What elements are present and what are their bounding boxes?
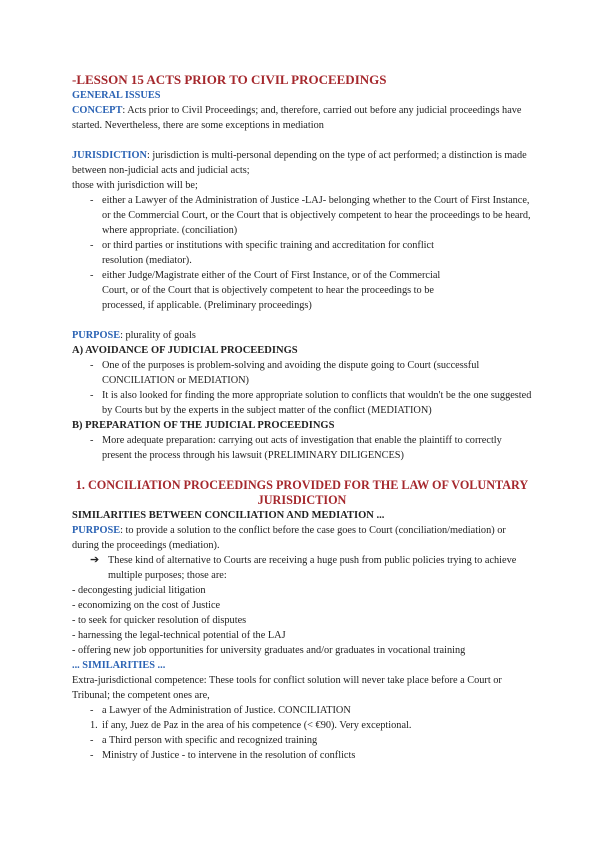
jurisdiction-label: JURISDICTION: [72, 150, 147, 161]
list-item: - offering new job opportunities for university graduates and/or graduates in vocational training: [72, 645, 466, 656]
list-item: - More adequate preparation: carrying out acts of investigation that enable the plaintiff to correctly present the process through his lawsuit (PRELIMINARY DILIGENCES): [90, 435, 502, 461]
jurisdiction-paragraph: [72, 148, 532, 178]
similarities-heading: SIMILARITIES BETWEEN CONCILIATION AND MEDIATION ...: [72, 510, 385, 521]
general-issues-heading: GENERAL ISSUES: [72, 90, 161, 101]
list-item: - or third parties or institutions with specific training and accreditation for conflict resolution (mediator).: [90, 240, 434, 266]
arrow-paragraph: ➔ These kind of alternative to Courts are receiving a huge push from public policies trying to achieve multiple purposes; those are:: [90, 554, 517, 581]
jurisdiction-list: [72, 193, 532, 313]
section-1-heading: 1. CONCILIATION PROCEEDINGS PROVIDED FOR THE LAW OF VOLUNTARY JURISDICTION: [75, 478, 529, 507]
concept-text: : Acts prior to Civil Proceedings; and, therefore, carried out before any judicial proceedings have started. Nevertheless, there are some exceptions in mediation: [72, 105, 522, 131]
lesson-title: -LESSON 15 ACTS PRIOR TO CIVIL PROCEEDINGS: [72, 72, 387, 87]
section-purpose-text: : to provide a solution to the conflict before the case goes to Court (conciliation/mediation) or during the proceedings (mediation).: [72, 525, 506, 551]
list-item: - either a Lawyer of the Administration of Justice -LAJ- belonging whether to the Court of First Instance, or the Commercial Court, or the Court that is objectively competent to hear the proceedings to be heard, where appropriate. (conciliation): [90, 195, 531, 236]
concept-paragraph: [72, 103, 532, 133]
preparation-heading: B) PREPARATION OF THE JUDICIAL PROCEEDINGS: [72, 420, 335, 431]
section-purpose-label: PURPOSE: [72, 525, 121, 536]
list-item: - to seek for quicker resolution of disputes: [72, 615, 247, 626]
document-page: [72, 72, 532, 763]
list-item: - a Third person with specific and recognized training: [90, 735, 318, 746]
list-item: - One of the purposes is problem-solving and avoiding the dispute going to Court (successful CONCILIATION or MEDIATION): [90, 360, 480, 386]
jurisdiction-subtext: those with jurisdiction will be;: [72, 180, 198, 191]
avoidance-heading: A) AVOIDANCE OF JUDICIAL PROCEEDINGS: [72, 345, 298, 356]
concept-label: CONCEPT: [72, 105, 123, 116]
purpose-text: : plurality of goals: [120, 330, 196, 341]
purpose-paragraph: [72, 328, 532, 343]
list-item: 1. if any, Juez de Paz in the area of his competence (< €90). Very exceptional.: [90, 720, 412, 731]
list-item: - a Lawyer of the Administration of Justice. CONCILIATION: [90, 705, 351, 716]
jurisdiction-text: : jurisdiction is multi-personal depending on the type of act performed; a distinction is made between non-judicial acts and judicial acts;: [72, 150, 527, 176]
arrow-right-icon: ➔: [90, 554, 100, 566]
competent-list: [72, 703, 532, 763]
section-purpose-paragraph: [72, 523, 532, 553]
avoidance-list: [72, 358, 532, 418]
list-item: - It is also looked for finding the more appropriate solution to conflicts that wouldn't be the one suggested by Courts but by the experts in the subject matter of the conflict (MEDIATION): [90, 390, 532, 416]
extra-jurisdictional-paragraph: Extra-jurisdictional competence: These tools for conflict solution will never take place before a Court or Tribunal; the competent ones are,: [72, 675, 502, 701]
list-item: - economizing on the cost of Justice: [72, 600, 221, 611]
list-item: - harnessing the legal-technical potential of the LAJ: [72, 630, 286, 641]
list-item: - either Judge/Magistrate either of the Court of First Instance, or of the Commercial Court, or of the Court that is objectively competent to hear the proceedings to be processed, if applicable. (Preliminary proceedings): [90, 270, 441, 311]
list-item: - Ministry of Justice - to intervene in the resolution of conflicts: [90, 750, 356, 761]
preparation-list: [72, 433, 532, 463]
similarities-label: ... SIMILARITIES ...: [72, 660, 166, 671]
purpose-label: PURPOSE: [72, 330, 121, 341]
list-item: - decongesting judicial litigation: [72, 585, 206, 596]
